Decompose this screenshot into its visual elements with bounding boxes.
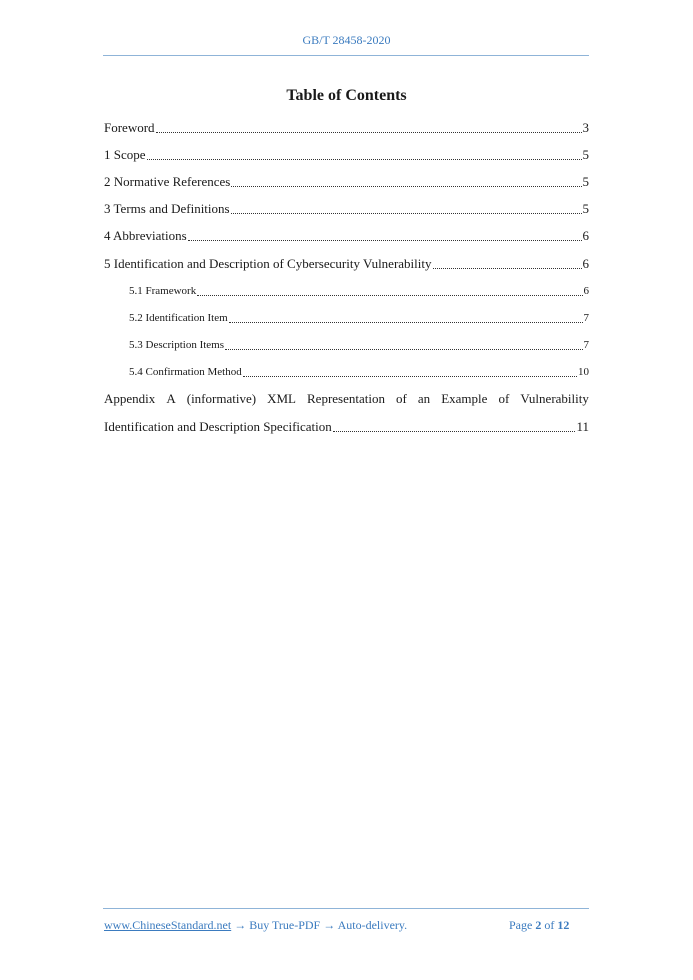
appendix-word: Representation <box>307 391 385 406</box>
appendix-word: an <box>417 391 431 406</box>
toc-entry-label: Foreword <box>104 120 155 135</box>
appendix-word: Appendix <box>104 391 156 406</box>
toc-entry-label: 5.4 Confirmation Method <box>129 366 242 378</box>
toc-entry-page: 6 <box>582 228 589 243</box>
toc-entry-confirmation-method[interactable] <box>129 365 589 379</box>
toc-entry-label: Identification and Description Specification <box>104 419 332 434</box>
toc-entry-terms-definitions[interactable] <box>104 201 589 217</box>
toc-entry-page: 6 <box>582 256 589 271</box>
leader-dots <box>197 294 582 296</box>
toc-entry-page: 7 <box>583 312 589 324</box>
leader-dots <box>333 430 576 432</box>
leader-dots <box>433 267 582 269</box>
appendix-word: Vulnerability <box>520 391 589 406</box>
appendix-word: A <box>166 391 176 406</box>
toc-entry-label: 2 Normative References <box>104 174 231 189</box>
toc-entry-identification-item[interactable] <box>129 311 589 325</box>
leader-dots <box>231 185 581 187</box>
toc-entry-appendix-a-line2[interactable] <box>104 419 589 435</box>
of-word: of <box>544 918 555 932</box>
appendix-word: of <box>498 391 510 406</box>
toc-entry-label: 4 Abbreviations <box>104 228 187 243</box>
delivery-text: Auto-delivery. <box>337 918 408 932</box>
toc-entry-normative-references[interactable] <box>104 174 589 190</box>
toc-entry-label: 5 Identification and Description of Cybersecurity Vulnerability <box>104 256 432 271</box>
leader-dots <box>231 212 582 214</box>
toc-entry-abbreviations[interactable] <box>104 228 589 244</box>
toc-title: Table of Contents <box>286 87 407 104</box>
toc-entry-page: 5 <box>582 174 589 189</box>
toc-entry-label: 1 Scope <box>104 147 146 162</box>
appendix-word: of <box>396 391 407 406</box>
toc-entry-label: 5.2 Identification Item <box>129 312 228 324</box>
page-current: 2 <box>535 918 542 932</box>
page-indicator <box>509 918 569 933</box>
leader-dots <box>188 239 582 241</box>
buy-link[interactable]: Buy True-PDF <box>249 918 321 932</box>
toc-entry-description-items[interactable] <box>129 338 589 352</box>
toc-entry-framework[interactable] <box>129 284 589 298</box>
appendix-word: XML <box>267 391 296 406</box>
appendix-word: Example <box>441 391 488 406</box>
page-word: Page <box>509 918 533 932</box>
leader-dots <box>243 375 577 377</box>
toc-entry-identification-description[interactable] <box>104 256 589 272</box>
toc-entry-page: 5 <box>582 201 589 216</box>
footer-divider <box>103 908 589 909</box>
leader-dots <box>225 348 582 350</box>
toc-entry-scope[interactable] <box>104 147 589 163</box>
header-doc-id: GB/T 28458-2020 <box>302 33 391 47</box>
toc-entry-label: 5.3 Description Items <box>129 339 225 351</box>
toc-entry-appendix-a-line1[interactable] <box>104 391 589 407</box>
toc-entry-page: 6 <box>583 285 589 297</box>
leader-dots <box>156 131 582 133</box>
header-divider <box>103 55 589 56</box>
leader-dots <box>229 321 583 323</box>
arrow-icon: → <box>234 918 247 932</box>
site-link[interactable]: www.ChineseStandard.net <box>104 918 232 932</box>
page-total: 12 <box>557 918 570 932</box>
leader-dots <box>147 158 582 160</box>
toc-entry-page: 11 <box>576 419 589 434</box>
toc-entry-foreword[interactable] <box>104 120 589 136</box>
toc-entry-label: 3 Terms and Definitions <box>104 201 230 216</box>
toc-entry-page: 5 <box>582 147 589 162</box>
arrow-icon: → <box>323 918 336 932</box>
footer-promo <box>104 918 407 933</box>
toc-entry-label: 5.1 Framework <box>129 285 197 297</box>
appendix-word: (informative) <box>186 391 257 406</box>
toc-entry-page: 7 <box>583 339 589 351</box>
toc-entry-page: 10 <box>578 366 589 378</box>
toc-entry-page: 3 <box>582 120 589 135</box>
